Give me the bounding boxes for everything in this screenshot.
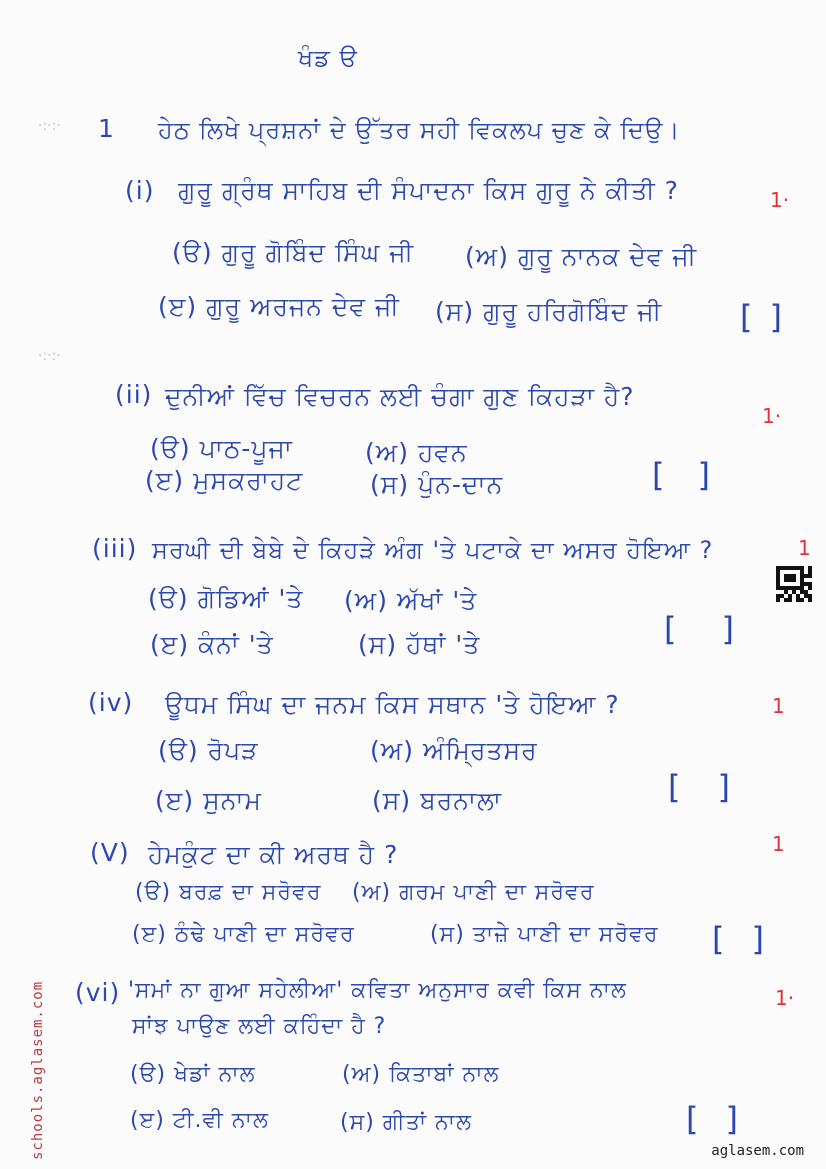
option-d: (ਸ) ਤਾਜ਼ੇ ਪਾਣੀ ਦਾ ਸਰੋਵਰ (430, 922, 659, 947)
question-number: 1 (98, 114, 115, 143)
answer-box[interactable] (740, 298, 782, 338)
question-instruction: ਹੇਠ ਲਿਖੇ ਪ੍ਰਸ਼ਨਾਂ ਦੇ ਉੱਤਰ ਸਹੀ ਵਿਕਲਪ ਚੁਣ ਕੇ ਦਿਉ। (158, 116, 681, 144)
option-b: (ਅ) ਅੱਖਾਂ 'ਤੇ (344, 586, 478, 615)
answer-box-open: [ (686, 1100, 699, 1138)
item-text: ਊਧਮ ਸਿੰਘ ਦਾ ਜਨਮ ਕਿਸ ਸਥਾਨ 'ਤੇ ਹੋਇਆ ? (165, 690, 620, 719)
option-b: (ਅ) ਗਰਮ ਪਾਣੀ ਦਾ ਸਰੋਵਰ (352, 880, 595, 905)
option-c: (ੲ) ਕੰਨਾਂ 'ਤੇ (150, 630, 274, 659)
answer-box-open: [ (652, 456, 665, 494)
item-number: (vi) (75, 978, 121, 1007)
footer-watermark: aglasem.com (711, 1143, 804, 1159)
option-b: (ਅ) ਅੰਮ੍ਰਿਤਸਰ (370, 736, 538, 765)
option-c: (ੲ) ਮੁਸਕਰਾਹਟ (145, 466, 304, 495)
option-a: (ੳ) ਖੇਡਾਂ ਨਾਲ (130, 1062, 256, 1087)
option-d: (ਸ) ਪੁੰਨ-ਦਾਨ (370, 470, 504, 499)
item-text: ਸਰਘੀ ਦੀ ਬੇਬੇ ਦੇ ਕਿਹੜੇ ਅੰਗ 'ਤੇ ਪਟਾਕੇ ਦਾ ਅਸਰ ਹੋਇਆ ? (152, 536, 714, 564)
option-a: (ੳ) ਬਰਫ਼ ਦਾ ਸਰੋਵਰ (135, 880, 322, 905)
option-c: (ੲ) ਟੀ.ਵੀ ਨਾਲ (130, 1108, 269, 1133)
answer-box-close: ] (725, 1100, 738, 1138)
option-d: (ਸ) ਗੀਤਾਂ ਨਾਲ (340, 1110, 472, 1135)
option-c: (ੲ) ਸੁਨਾਮ (155, 786, 262, 815)
answer-box-close: ] (751, 920, 764, 958)
item-number: (iv) (88, 688, 134, 717)
option-d: (ਸ) ਹੱਥਾਂ 'ਤੇ (358, 630, 481, 659)
item-number: (ii) (115, 380, 153, 409)
item-number: (V) (90, 838, 130, 867)
answer-box[interactable] (664, 610, 734, 650)
qr-code-icon (776, 566, 812, 602)
answer-box[interactable] (686, 1100, 738, 1140)
answer-box-close: ] (769, 298, 782, 336)
option-b: (ਅ) ਗੁਰੂ ਨਾਨਕ ਦੇਵ ਜੀ (465, 242, 698, 271)
side-watermark: schools.aglasem.com (30, 980, 46, 1160)
option-b: (ਅ) ਕਿਤਾਬਾਂ ਨਾਲ (342, 1062, 500, 1087)
item-text: ਦੁਨੀਆਂ ਵਿੱਚ ਵਿਚਰਨ ਲਈ ਚੰਗਾ ਗੁਣ ਕਿਹੜਾ ਹੈ? (165, 382, 635, 411)
answer-box[interactable] (712, 920, 764, 960)
option-b: (ਅ) ਹਵਨ (365, 438, 468, 467)
answer-box-open: [ (668, 768, 681, 806)
item-number: (iii) (92, 534, 138, 563)
answer-box-close: ] (721, 610, 734, 648)
option-d: (ਸ) ਗੁਰੂ ਹਰਿਗੋਬਿੰਦ ਜੀ (435, 297, 663, 326)
marks-label: 1· (762, 404, 782, 428)
marks-label: 1 (772, 694, 785, 718)
ink-smudge: ·:·:· (38, 118, 61, 134)
option-c: (ੲ) ਗੁਰੂ ਅਰਜਨ ਦੇਵ ਜੀ (158, 292, 400, 321)
item-text: ਹੇਮਕੁੰਟ ਦਾ ਕੀ ਅਰਥ ਹੈ ? (148, 840, 399, 869)
qr-cell (808, 598, 812, 602)
answer-box-open: [ (712, 920, 725, 958)
option-a: (ੳ) ਗੁਰੂ ਗੋਬਿੰਦ ਸਿੰਘ ਜੀ (172, 238, 415, 267)
marks-label: 1· (770, 188, 790, 212)
item-number: (i) (125, 176, 155, 205)
answer-box-close: ] (717, 768, 730, 806)
answer-box[interactable] (652, 456, 710, 496)
marks-label: 1· (775, 986, 795, 1010)
marks-label: 1 (772, 832, 785, 856)
section-title: ਖੰਡ ੳ (298, 44, 358, 72)
option-a: (ੳ) ਗੋਡਿਆਂ 'ਤੇ (148, 584, 304, 613)
item-text: ਗੁਰੂ ਗ੍ਰੰਥ ਸਾਹਿਬ ਦੀ ਸੰਪਾਦਨਾ ਕਿਸ ਗੁਰੂ ਨੇ ਕੀਤੀ ? (178, 176, 679, 205)
ink-smudge: ·:·:· (38, 348, 61, 364)
item-text: 'ਸਮਾਂ ਨਾ ਗੁਆ ਸਹੇਲੀਆ' ਕਵਿਤਾ ਅਨੁਸਾਰ ਕਵੀ ਕਿਸ ਨਾਲ (128, 978, 627, 1003)
option-a: (ੳ) ਪਾਠ-ਪੂਜਾ (150, 434, 293, 463)
answer-box[interactable] (668, 768, 730, 808)
marks-label: 1 (798, 536, 811, 560)
option-c: (ੲ) ਠੰਢੇ ਪਾਣੀ ਦਾ ਸਰੋਵਰ (132, 922, 355, 947)
item-text-continued: ਸਾਂਝ ਪਾਉਣ ਲਈ ਕਹਿੰਦਾ ਹੈ ? (132, 1014, 387, 1039)
answer-box-close: ] (697, 456, 710, 494)
answer-box-open: [ (664, 610, 677, 648)
option-d: (ਸ) ਬਰਨਾਲਾ (372, 786, 503, 815)
option-a: (ੳ) ਰੋਪੜ (158, 736, 259, 765)
answer-box-open: [ (740, 298, 753, 336)
